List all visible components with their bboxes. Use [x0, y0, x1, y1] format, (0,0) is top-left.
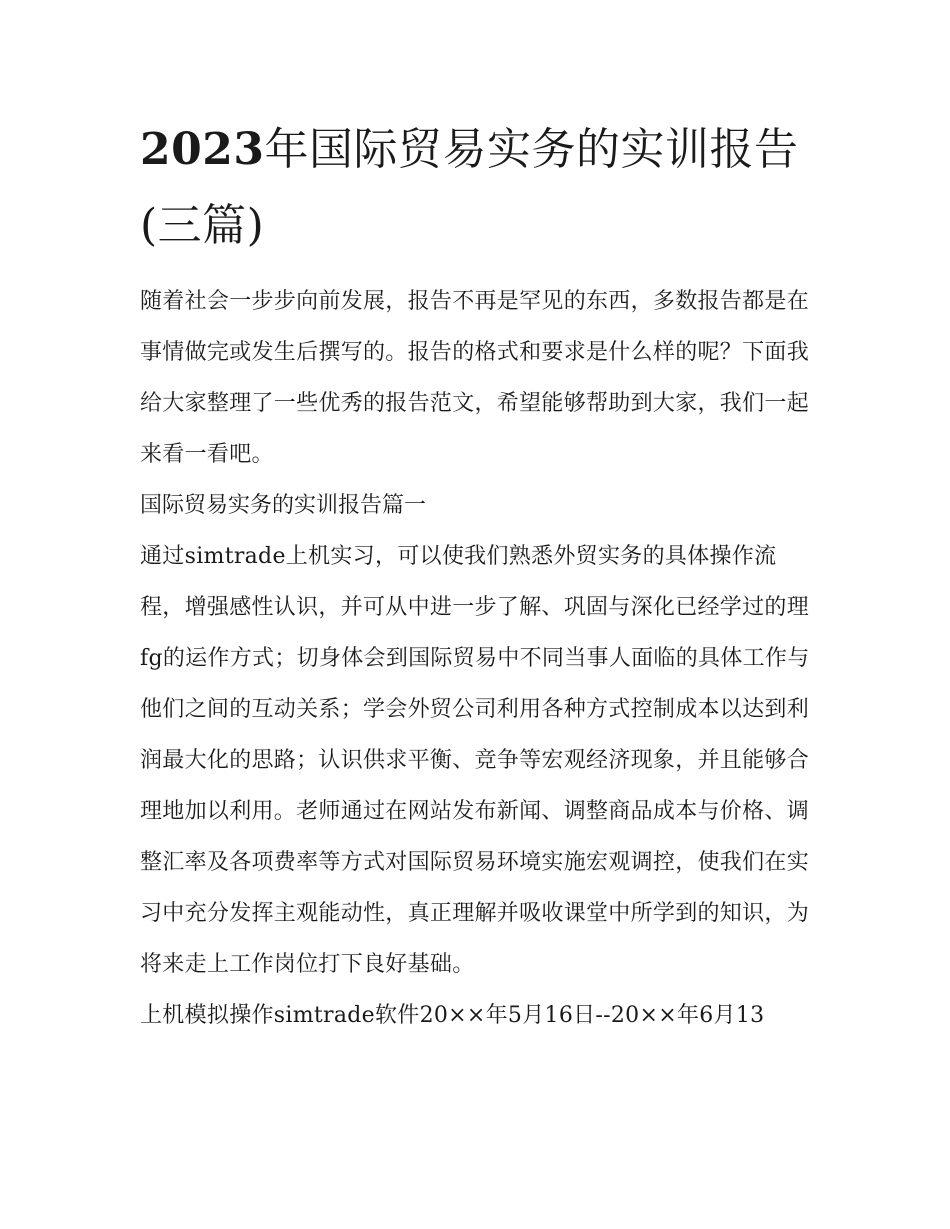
body-paragraph: 通过simtrade上机实习，可以使我们熟悉外贸实务的具体操作流程，增强感性认识，并可从中进一步了解、巩固与深化已经学过的理fg的运作方式；切身体会到国际贸易中不同当事人面临的具体工作与他们之间的互动关系；学会外贸公司利用各种方式控制成本以达到利润最大化的思路；认识供求平衡、竞争等宏观经济现象，并且能够合理地加以利用。老师通过在网站发布新闻、调整商品成本与价格、调整汇率及各项费率等方式对国际贸易环境实施宏观调控，使我们在实习中充分发挥主观能动性，真正理解并吸收课堂中所学到的知识，为将来走上工作岗位打下良好基础。 — [140, 544, 810, 977]
intro-paragraph: 随着社会一步步向前发展，报告不再是罕见的东西，多数报告都是在事情做完或发生后撰写的。报告的格式和要求是什么样的呢？下面我给大家整理了一些优秀的报告范文，希望能够帮助到大家，我们一起来看一看吧。 — [140, 289, 810, 467]
document-body — [140, 276, 820, 1041]
last-line: 上机模拟操作simtrade软件20××年5月16日--20××年6月13 — [140, 1003, 765, 1028]
section-heading: 国际贸易实务的实训报告篇一 — [140, 493, 427, 518]
title-text: 年国际贸易实务的实训报告(三篇) — [140, 124, 799, 251]
document-title — [140, 112, 820, 264]
title-year: 2023 — [140, 124, 265, 175]
